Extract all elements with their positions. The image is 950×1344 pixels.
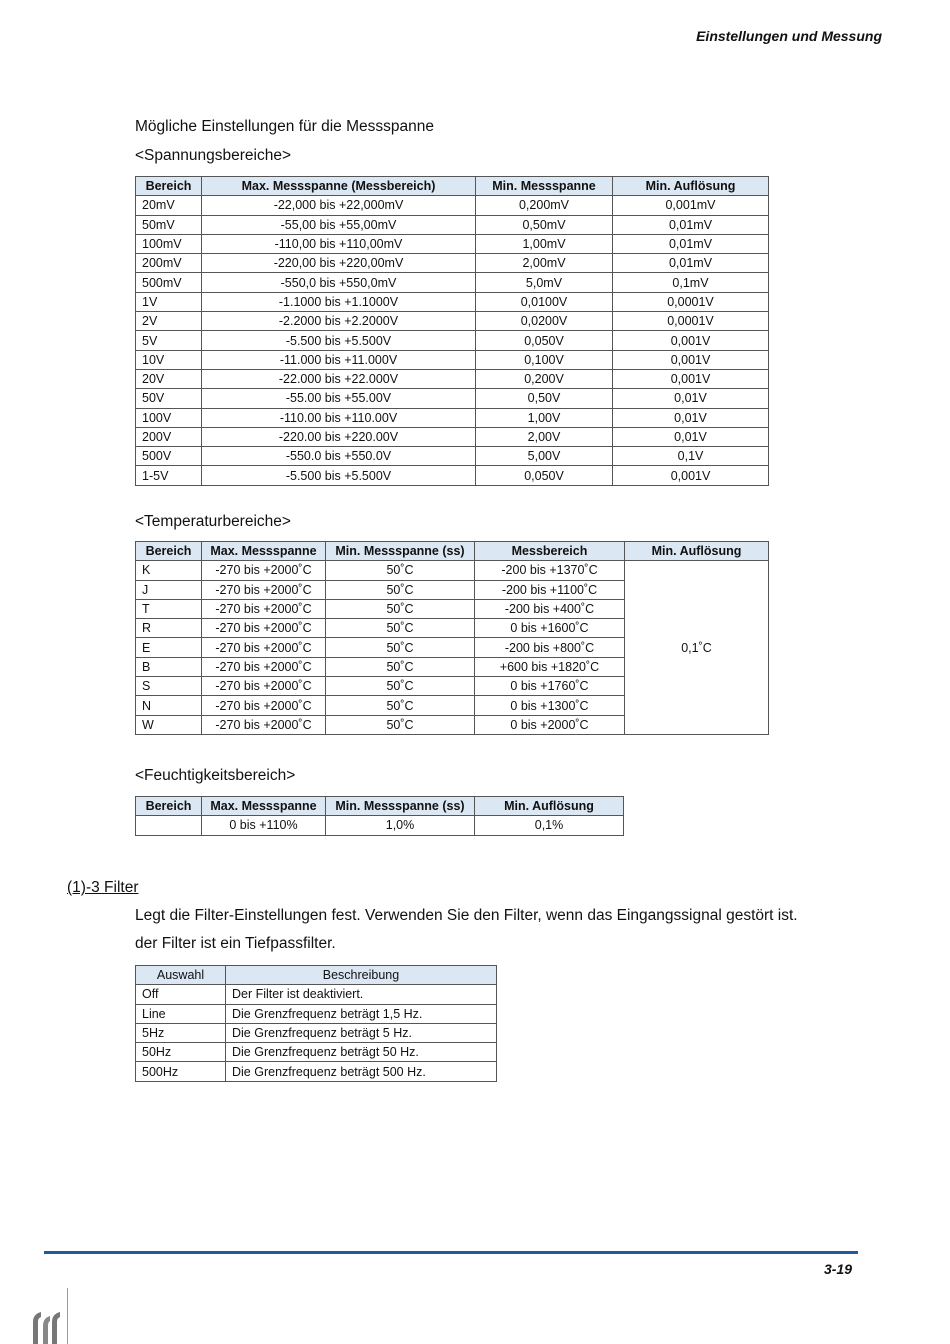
table-cell: 50˚C: [326, 599, 475, 618]
intro-line: Mögliche Einstellungen für die Messspanne: [135, 118, 434, 135]
table-cell: 1,00V: [476, 408, 613, 427]
table-cell: 1-5V: [136, 466, 202, 485]
table-cell: 100mV: [136, 234, 202, 253]
table-cell: 0,001V: [613, 369, 769, 388]
table-cell: N: [136, 696, 202, 715]
column-header: Min. Messspanne (ss): [326, 797, 475, 816]
table-cell: -270 bis +2000˚C: [202, 677, 326, 696]
temperature-heading: <Temperaturbereiche>: [135, 513, 291, 530]
table-cell: 1,00mV: [476, 234, 613, 253]
humidity-table: [135, 796, 624, 836]
table-cell: 0 bis +110%: [202, 816, 326, 835]
humidity-header-row: [136, 797, 624, 816]
table-cell: [136, 816, 202, 835]
column-header: Beschreibung: [226, 966, 497, 985]
table-cell: -270 bis +2000˚C: [202, 696, 326, 715]
table-row: [136, 369, 769, 388]
table-cell: 0,01mV: [613, 254, 769, 273]
table-cell: 0,100V: [476, 350, 613, 369]
table-row: [136, 292, 769, 311]
table-cell: 500V: [136, 447, 202, 466]
filter-header-row: [136, 966, 497, 985]
table-cell: 50˚C: [326, 619, 475, 638]
table-cell: 200V: [136, 427, 202, 446]
table-cell: K: [136, 561, 202, 580]
table-cell: -200 bis +400˚C: [475, 599, 625, 618]
table-cell: 0,50mV: [476, 215, 613, 234]
table-cell: -110,00 bis +110,00mV: [202, 234, 476, 253]
table-cell: -270 bis +2000˚C: [202, 657, 326, 676]
voltage-table: [135, 176, 769, 486]
table-cell: -55,00 bis +55,00mV: [202, 215, 476, 234]
filter-description: Legt die Filter-Einstellungen fest. Verwenden Sie den Filter, wenn das Eingangssignal gestört ist.: [135, 907, 798, 924]
table-cell: S: [136, 677, 202, 696]
table-row: [136, 408, 769, 427]
table-row: [136, 215, 769, 234]
table-row: [136, 561, 769, 580]
table-cell: -270 bis +2000˚C: [202, 599, 326, 618]
column-header: Min. Auflösung: [475, 797, 624, 816]
column-header: Messbereich: [475, 542, 625, 561]
table-cell: 5,00V: [476, 447, 613, 466]
filter-description-2: der Filter ist ein Tiefpassfilter.: [135, 935, 336, 952]
table-cell: 0,01V: [613, 408, 769, 427]
table-cell: 0,01mV: [613, 215, 769, 234]
table-cell: -11.000 bis +11.000V: [202, 350, 476, 369]
table-cell: 0,050V: [476, 466, 613, 485]
table-row: [136, 985, 497, 1004]
table-cell: 2V: [136, 312, 202, 331]
table-cell: 0,01mV: [613, 234, 769, 253]
table-cell: -1.1000 bis +1.1000V: [202, 292, 476, 311]
table-cell: 20mV: [136, 196, 202, 215]
table-row: [136, 234, 769, 253]
table-cell: T: [136, 599, 202, 618]
table-cell: 0,001V: [613, 331, 769, 350]
table-cell: 0,0001V: [613, 312, 769, 331]
table-cell: Die Grenzfrequenz beträgt 5 Hz.: [226, 1023, 497, 1042]
table-cell: 0 bis +1760˚C: [475, 677, 625, 696]
table-cell: 100V: [136, 408, 202, 427]
table-cell: -550.0 bis +550.0V: [202, 447, 476, 466]
table-cell: 50Hz: [136, 1043, 226, 1062]
table-cell: -270 bis +2000˚C: [202, 561, 326, 580]
table-cell: Die Grenzfrequenz beträgt 50 Hz.: [226, 1043, 497, 1062]
table-cell: 0 bis +1600˚C: [475, 619, 625, 638]
table-row: [136, 312, 769, 331]
table-row: [136, 350, 769, 369]
corner-mark-icon: [30, 1300, 64, 1344]
temperature-header-row: [136, 542, 769, 561]
table-row: [136, 331, 769, 350]
table-cell: -270 bis +2000˚C: [202, 619, 326, 638]
table-cell: 50˚C: [326, 677, 475, 696]
table-row: [136, 427, 769, 446]
margin-divider: [67, 1288, 68, 1344]
filter-section-heading: (1)-3 Filter: [67, 879, 139, 896]
table-cell: 500mV: [136, 273, 202, 292]
table-cell: Der Filter ist deaktiviert.: [226, 985, 497, 1004]
table-cell: -5.500 bis +5.500V: [202, 466, 476, 485]
table-cell: 5V: [136, 331, 202, 350]
voltage-header-row: [136, 177, 769, 196]
table-cell: 0,001mV: [613, 196, 769, 215]
column-header: Min. Auflösung: [613, 177, 769, 196]
column-header: Min. Messspanne: [476, 177, 613, 196]
table-cell: Off: [136, 985, 226, 1004]
table-cell: 0,001V: [613, 466, 769, 485]
table-cell: -22.000 bis +22.000V: [202, 369, 476, 388]
table-row: [136, 1043, 497, 1062]
table-cell: -270 bis +2000˚C: [202, 638, 326, 657]
column-header: Bereich: [136, 177, 202, 196]
table-cell: 0,50V: [476, 389, 613, 408]
column-header: Min. Auflösung: [625, 542, 769, 561]
table-row: [136, 1062, 497, 1081]
table-cell: 0,1mV: [613, 273, 769, 292]
table-cell: 0,050V: [476, 331, 613, 350]
table-row: [136, 466, 769, 485]
table-cell: 5Hz: [136, 1023, 226, 1042]
table-cell: E: [136, 638, 202, 657]
column-header: Max. Messspanne: [202, 542, 326, 561]
column-header: Bereich: [136, 542, 202, 561]
table-cell: 50mV: [136, 215, 202, 234]
table-cell: 10V: [136, 350, 202, 369]
table-cell: 50˚C: [326, 696, 475, 715]
table-cell: 50˚C: [326, 638, 475, 657]
temperature-table: [135, 541, 769, 735]
table-cell: 5,0mV: [476, 273, 613, 292]
table-row: [136, 447, 769, 466]
table-cell: -200 bis +1100˚C: [475, 580, 625, 599]
humidity-heading: <Feuchtigkeitsbereich>: [135, 767, 296, 784]
table-cell: -200 bis +1370˚C: [475, 561, 625, 580]
table-cell: B: [136, 657, 202, 676]
table-cell: 50˚C: [326, 657, 475, 676]
column-header: Max. Messspanne (Messbereich): [202, 177, 476, 196]
table-cell: 50˚C: [326, 561, 475, 580]
table-cell: 0,0001V: [613, 292, 769, 311]
table-cell: 2,00mV: [476, 254, 613, 273]
table-cell: 200mV: [136, 254, 202, 273]
table-cell: 50˚C: [326, 580, 475, 599]
table-cell: -5.500 bis +5.500V: [202, 331, 476, 350]
table-cell: 0 bis +2000˚C: [475, 715, 625, 734]
table-cell: 0,0200V: [476, 312, 613, 331]
table-cell: 0,1V: [613, 447, 769, 466]
table-cell: 0,0100V: [476, 292, 613, 311]
table-cell: +600 bis +1820˚C: [475, 657, 625, 676]
table-row: [136, 1023, 497, 1042]
table-cell: W: [136, 715, 202, 734]
page-number: 3-19: [823, 1261, 852, 1277]
table-cell: -110.00 bis +110.00V: [202, 408, 476, 427]
table-cell: -270 bis +2000˚C: [202, 580, 326, 599]
table-cell: -22,000 bis +22,000mV: [202, 196, 476, 215]
table-cell: 0,200mV: [476, 196, 613, 215]
table-cell: J: [136, 580, 202, 599]
voltage-heading: <Spannungsbereiche>: [135, 147, 291, 164]
table-row: [136, 254, 769, 273]
table-cell: -2.2000 bis +2.2000V: [202, 312, 476, 331]
table-cell: Die Grenzfrequenz beträgt 1,5 Hz.: [226, 1004, 497, 1023]
table-cell: -220,00 bis +220,00mV: [202, 254, 476, 273]
table-cell: 0,200V: [476, 369, 613, 388]
table-row: [136, 273, 769, 292]
table-cell: R: [136, 619, 202, 638]
table-cell: 0,1%: [475, 816, 624, 835]
table-cell: Line: [136, 1004, 226, 1023]
table-cell: -550,0 bis +550,0mV: [202, 273, 476, 292]
table-row: [136, 1004, 497, 1023]
table-cell: 50˚C: [326, 715, 475, 734]
table-cell: 1V: [136, 292, 202, 311]
table-row: [136, 816, 624, 835]
table-cell: Die Grenzfrequenz beträgt 500 Hz.: [226, 1062, 497, 1081]
footer-rule: [44, 1251, 858, 1254]
table-cell: 0 bis +1300˚C: [475, 696, 625, 715]
table-cell: 500Hz: [136, 1062, 226, 1081]
table-cell: -270 bis +2000˚C: [202, 715, 326, 734]
table-cell: -55.00 bis +55.00V: [202, 389, 476, 408]
filter-table: [135, 965, 497, 1082]
table-cell: 20V: [136, 369, 202, 388]
table-cell: 50V: [136, 389, 202, 408]
resolution-cell: 0,1˚C: [625, 561, 769, 735]
table-cell: -200 bis +800˚C: [475, 638, 625, 657]
table-row: [136, 196, 769, 215]
table-cell: 0,01V: [613, 427, 769, 446]
table-cell: 0,001V: [613, 350, 769, 369]
table-cell: 2,00V: [476, 427, 613, 446]
running-header: Einstellungen und Messung: [696, 28, 882, 44]
table-row: [136, 389, 769, 408]
table-cell: 1,0%: [326, 816, 475, 835]
column-header: Auswahl: [136, 966, 226, 985]
column-header: Bereich: [136, 797, 202, 816]
column-header: Min. Messspanne (ss): [326, 542, 475, 561]
table-cell: -220.00 bis +220.00V: [202, 427, 476, 446]
table-cell: 0,01V: [613, 389, 769, 408]
column-header: Max. Messspanne: [202, 797, 326, 816]
